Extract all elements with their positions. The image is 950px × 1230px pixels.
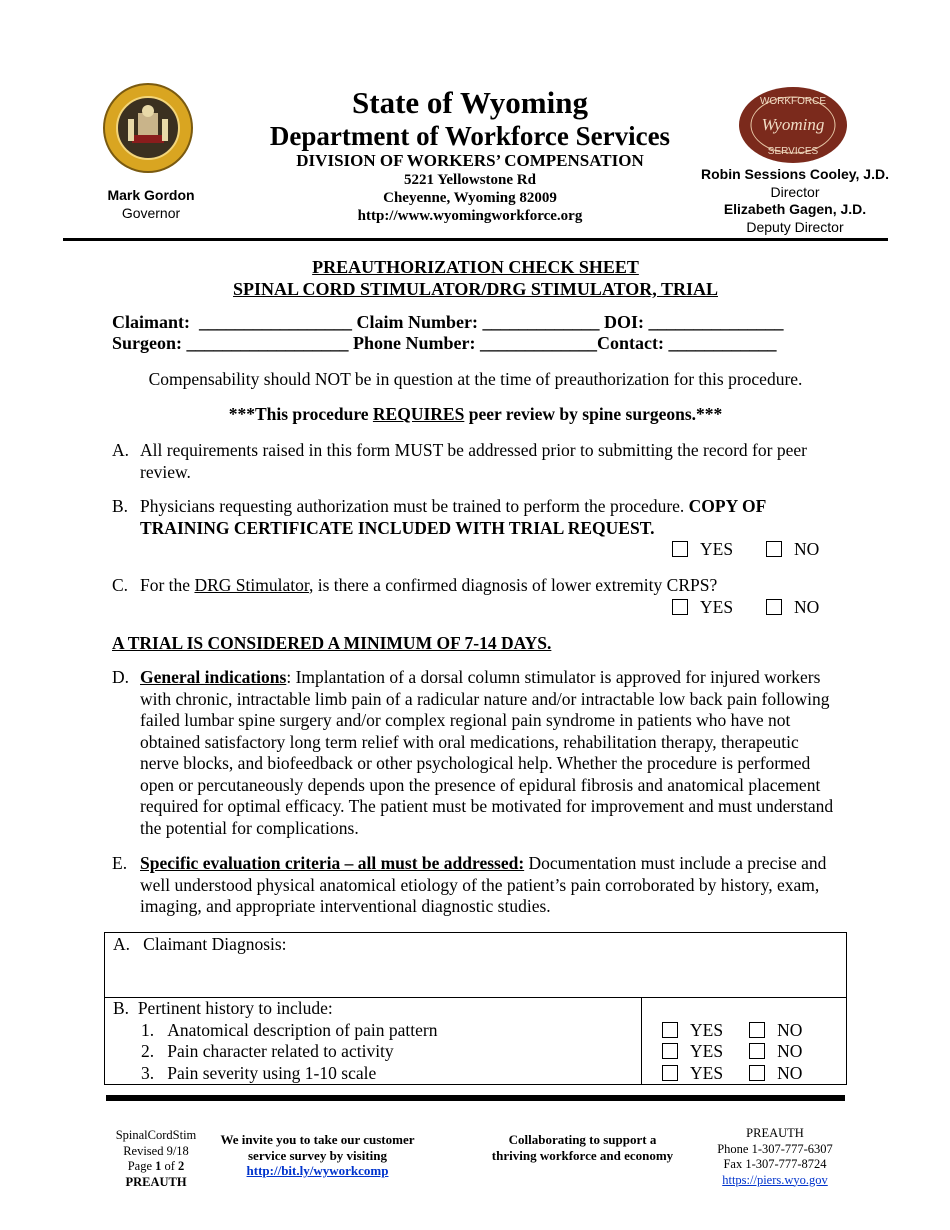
history-3-yes-checkbox[interactable] bbox=[662, 1065, 678, 1081]
phone-number-label: Phone Number: bbox=[353, 333, 476, 353]
item-c-no-checkbox[interactable] bbox=[766, 599, 782, 615]
state-seal-image bbox=[102, 83, 194, 173]
footer-collaborating bbox=[470, 1132, 695, 1163]
collab-line-2: thriving workforce and economy bbox=[491, 1147, 674, 1163]
item-b-yes-checkbox[interactable] bbox=[672, 541, 688, 557]
footer-doc-code: SpinalCordStim bbox=[115, 1128, 197, 1142]
diagnosis-cell[interactable] bbox=[105, 933, 847, 998]
item-a bbox=[112, 440, 842, 483]
footer-doc-type: PREAUTH bbox=[125, 1174, 187, 1189]
address-line-2: Cheyenne, Wyoming 82009 bbox=[383, 190, 557, 206]
piers-link[interactable]: https://piers.wyo.gov bbox=[722, 1172, 828, 1187]
history-3-no-checkbox[interactable] bbox=[749, 1065, 765, 1081]
item-e-label: E. bbox=[112, 853, 128, 873]
contact-label: Contact: bbox=[597, 333, 664, 353]
item-d-heading: General indications bbox=[140, 667, 287, 687]
table-row-history bbox=[105, 998, 847, 1085]
history-2-no-checkbox[interactable] bbox=[749, 1043, 765, 1059]
contact-department: PREAUTH bbox=[746, 1126, 804, 1140]
address-line-1: 5221 Yellowstone Rd bbox=[404, 172, 536, 188]
history-item-number: 1. bbox=[141, 1019, 155, 1040]
survey-link[interactable]: http://bit.ly/wyworkcomp bbox=[246, 1163, 389, 1178]
yes-label: YES bbox=[690, 1041, 724, 1061]
item-b-yes[interactable] bbox=[672, 539, 733, 560]
no-label: NO bbox=[794, 597, 820, 617]
header-divider bbox=[63, 238, 888, 241]
peer-review-text-end: peer review by spine surgeons.*** bbox=[464, 404, 723, 424]
history-1-yes[interactable] bbox=[662, 1020, 723, 1040]
item-e bbox=[112, 853, 834, 918]
item-b-no-checkbox[interactable] bbox=[766, 541, 782, 557]
history-1-yes-checkbox[interactable] bbox=[662, 1022, 678, 1038]
table-row-diagnosis bbox=[105, 933, 847, 998]
item-d-label: D. bbox=[112, 667, 130, 687]
doi-field[interactable]: _______________ bbox=[648, 312, 784, 332]
history-2-yes-checkbox[interactable] bbox=[662, 1043, 678, 1059]
footer-page-number bbox=[106, 1159, 206, 1175]
item-e-text: Documentation must include a precise and well understood physical anatomical etiology of the patient’s pain corroborated by history, exam, imaging, and appropriate interventional diagnostic studies. bbox=[140, 853, 827, 916]
history-item-text: Anatomical description of pain pattern bbox=[167, 1019, 438, 1040]
claimant-label: Claimant: bbox=[112, 312, 190, 332]
item-c-text-end: , is there a confirmed diagnosis of lower extremity CRPS? bbox=[308, 575, 718, 595]
doi-label: DOI: bbox=[603, 312, 644, 332]
governor-name: Mark Gordon bbox=[107, 187, 195, 203]
page-current: 1 bbox=[155, 1159, 162, 1173]
history-item bbox=[113, 1063, 641, 1085]
workforce-services-logo bbox=[738, 86, 848, 164]
surgeon-label: Surgeon: bbox=[112, 333, 183, 353]
footer-contact bbox=[700, 1126, 850, 1188]
page-total: 2 bbox=[178, 1159, 185, 1173]
surgeon-field[interactable]: __________________ bbox=[186, 333, 349, 353]
history-3-yes[interactable] bbox=[662, 1063, 723, 1083]
yes-label: YES bbox=[700, 597, 734, 617]
row-b-label: B. bbox=[113, 998, 130, 1018]
item-b-no[interactable] bbox=[766, 539, 819, 560]
history-item-number: 3. bbox=[141, 1062, 155, 1083]
director-title: Director bbox=[770, 183, 820, 200]
item-a-text: All requirements raised in this form MUST be addressed prior to submitting the record for peer review. bbox=[140, 440, 807, 482]
history-checkbox-cell bbox=[642, 998, 847, 1085]
no-label: NO bbox=[777, 1062, 803, 1083]
deputy-director-title: Deputy Director bbox=[746, 218, 844, 235]
history-cell bbox=[105, 998, 642, 1085]
footer-revised: Revised 9/18 bbox=[123, 1143, 189, 1158]
division-title: DIVISION OF WORKERS’ COMPENSATION bbox=[296, 151, 644, 170]
peer-review-text: ***This procedure bbox=[228, 404, 373, 424]
row-a-label: A. bbox=[113, 934, 131, 954]
footer-doc-info bbox=[106, 1128, 206, 1190]
evaluation-table bbox=[104, 932, 847, 1085]
director-name: Robin Sessions Cooley, J.D. bbox=[700, 166, 889, 182]
item-e-heading: Specific evaluation criteria – all must be addressed: bbox=[140, 853, 525, 873]
history-item-text: Pain severity using 1-10 scale bbox=[167, 1062, 377, 1083]
row-b-text: Pertinent history to include: bbox=[137, 998, 333, 1018]
survey-line-2: service survey by visiting bbox=[247, 1147, 387, 1163]
contact-phone: Phone 1-307-777-6307 bbox=[717, 1141, 833, 1156]
survey-line-1: We invite you to take our customer bbox=[220, 1132, 415, 1147]
deputy-director-name: Elizabeth Gagen, J.D. bbox=[723, 201, 867, 217]
item-c-no[interactable] bbox=[766, 597, 819, 618]
yes-label: YES bbox=[690, 1019, 724, 1040]
logo-text-mid: Wyoming bbox=[761, 115, 825, 134]
phone-number-field[interactable]: _____________ bbox=[480, 333, 598, 353]
claim-number-label: Claim Number: bbox=[356, 312, 478, 332]
no-label: NO bbox=[777, 1041, 803, 1061]
trial-heading: A TRIAL IS CONSIDERED A MINIMUM OF 7-14 DAYS. bbox=[112, 633, 552, 653]
page-text: Page bbox=[127, 1159, 156, 1173]
item-c-label: C. bbox=[112, 575, 129, 595]
department-title: Department of Workforce Services bbox=[269, 121, 671, 151]
history-item bbox=[113, 1041, 641, 1063]
history-3-no[interactable] bbox=[749, 1063, 802, 1083]
history-item bbox=[113, 1020, 641, 1042]
logo-text-top: WORKFORCE bbox=[759, 96, 827, 107]
item-c-drg-stimulator: DRG Stimulator bbox=[194, 575, 309, 595]
website-link[interactable]: http://www.wyomingworkforce.org bbox=[357, 208, 583, 224]
history-1-no-checkbox[interactable] bbox=[749, 1022, 765, 1038]
collab-line-1: Collaborating to support a bbox=[508, 1132, 657, 1147]
claim-number-field[interactable]: _____________ bbox=[482, 312, 600, 332]
peer-review-note bbox=[104, 403, 847, 425]
page-text-of: of bbox=[161, 1159, 179, 1173]
yes-label: YES bbox=[690, 1062, 724, 1083]
history-item-number: 2. bbox=[141, 1041, 155, 1061]
item-c-yes-checkbox[interactable] bbox=[672, 599, 688, 615]
item-b bbox=[112, 496, 842, 539]
history-1-no[interactable] bbox=[749, 1020, 802, 1040]
surgeon-row bbox=[112, 332, 777, 354]
logo-text-bottom: SERVICES bbox=[767, 146, 819, 157]
form-title: PREAUTHORIZATION CHECK SHEET bbox=[312, 257, 639, 277]
claimant-row bbox=[112, 311, 783, 333]
item-b-bold-text: COPY OF TRAINING CERTIFICATE INCLUDED WITH TRIAL REQUEST. bbox=[140, 496, 766, 538]
claimant-field[interactable]: _________________ bbox=[199, 312, 352, 332]
governor-title: Governor bbox=[121, 205, 181, 221]
history-2-no[interactable] bbox=[749, 1041, 802, 1061]
item-a-label: A. bbox=[112, 440, 130, 460]
footer-divider bbox=[106, 1095, 845, 1101]
history-item-text: Pain character related to activity bbox=[167, 1041, 394, 1061]
row-a-text: Claimant Diagnosis: bbox=[143, 934, 287, 954]
item-b-label: B. bbox=[112, 496, 129, 516]
no-label: NO bbox=[794, 539, 820, 559]
item-d-text: : Implantation of a dorsal column stimulator is approved for injured workers with chronic, intractable limb pain of a radicular nature and/or intractable low back pain following failed lumbar spine surgery and/or complex regional pain syndrome in patients who have not obtained satisfactory long term relief with oral medications, rehabilitation therapy, therapeutic nerve blocks, and biofeedback or other psychological help. Whether the procedure is performed open or percutaneously depends upon the presence of epidural fibrosis and anatomical placement required for optimal efficacy. The patient must be motivated for improvement and must understand the potential for complications. bbox=[140, 667, 834, 838]
no-label: NO bbox=[777, 1019, 803, 1040]
item-c bbox=[112, 575, 842, 597]
footer-survey bbox=[205, 1132, 430, 1179]
item-c-text: For the bbox=[140, 575, 195, 595]
peer-review-requires: REQUIRES bbox=[372, 404, 465, 424]
yes-label: YES bbox=[700, 539, 734, 559]
item-b-text: Physicians requesting authorization must be trained to perform the procedure. bbox=[140, 496, 685, 516]
item-d bbox=[112, 667, 839, 839]
contact-fax: Fax 1-307-777-8724 bbox=[723, 1157, 827, 1171]
form-subtitle: SPINAL CORD STIMULATOR/DRG STIMULATOR, TRIAL bbox=[233, 279, 718, 299]
history-2-yes[interactable] bbox=[662, 1041, 723, 1061]
contact-field[interactable]: ____________ bbox=[668, 333, 777, 353]
item-c-yes[interactable] bbox=[672, 597, 733, 618]
compensability-note: Compensability should NOT be in question at the time of preauthorization for this procedure. bbox=[148, 369, 803, 389]
state-title: State of Wyoming bbox=[352, 85, 588, 120]
